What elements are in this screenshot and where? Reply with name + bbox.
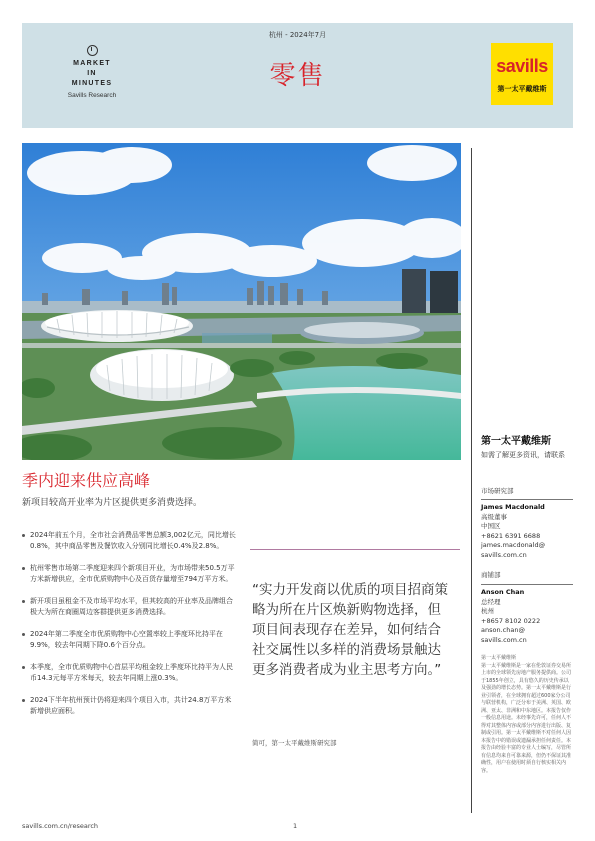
quote-rule bbox=[250, 549, 460, 550]
contact-role: 高级董事 bbox=[481, 512, 507, 521]
section-rule bbox=[481, 499, 573, 500]
arena-oval bbox=[300, 322, 424, 344]
about-savills bbox=[481, 655, 573, 775]
quote-source: 简可，第一太平戴维斯研究部 bbox=[252, 739, 337, 747]
sidebar-subtitle: 如需了解更多资讯，请联系 bbox=[481, 451, 565, 459]
contact-email-domain[interactable]: savills.com.cn bbox=[481, 550, 527, 559]
contact-email-domain[interactable]: savills.com.cn bbox=[481, 635, 527, 644]
stadium-small bbox=[90, 349, 234, 401]
savills-logo bbox=[491, 43, 553, 105]
mim-research-label: Savills Research bbox=[67, 92, 117, 99]
page-number: 1 bbox=[293, 822, 298, 830]
mim-line-1: MARKET bbox=[73, 60, 111, 67]
contact-card-anson bbox=[481, 588, 573, 645]
pull-quote: “实力开发商以优质的项目招商策略为所在片区焕新购物选择，但项目间表现存在差异，如何结合社交属性以多样的消费场景触达更多消费者成为业主思考方向。” bbox=[252, 582, 448, 678]
contact-email[interactable]: james.macdonald@ bbox=[481, 541, 546, 549]
footer-url[interactable]: savills.com.cn/research bbox=[22, 822, 99, 830]
key-point: 新开项目虽租金不及市场平均水平，但其较高的开业率及品牌组合极大为所在商圈周边客群提供更多消费选择。 bbox=[22, 596, 237, 617]
headline: 季内迎来供应高峰 bbox=[22, 471, 151, 490]
contact-role: 总经理 bbox=[481, 597, 501, 606]
sidebar-title: 第一太平戴维斯 bbox=[481, 436, 551, 447]
about-text: 第一太平戴维斯是一家在伦敦证券交易所上市的全球领先房地产服务提供商。公司于1855年创立，具有悠久的历史传承以及强劲的增长态势。第一太平戴维斯是行业引领者，在全球拥有超过600家分公司与联营机构，广泛分布于美洲、英国、欧洲、亚太、非洲和中东地区。本报告仅作一般信息用途。未经事先许可，任何人不得对其整体内容或部分内容进行出版、复制或引用。第一太平戴维斯不对任何人因本报告中的错误或遗漏承担任何责任。本报告由经验丰富的专业人士编写，尽管所有信息均来自可靠来源，但仍不保证其准确性，用户在使用时须自行核实相关内容。 bbox=[481, 662, 572, 774]
header-banner bbox=[22, 23, 573, 128]
contact-card-james bbox=[481, 503, 573, 560]
city-stadium-illustration bbox=[22, 143, 461, 460]
subheadline: 新项目较高开业率为片区提供更多消费选择。 bbox=[22, 498, 203, 508]
mim-line-3: MINUTES bbox=[71, 80, 113, 87]
contact-name: James Macdonald bbox=[481, 503, 545, 511]
key-point: 2024年前五个月，全市社会消费品零售总额3,002亿元，同比增长0.8%，其中商品零售及餐饮收入分别同比增长0.4%及2.8%。 bbox=[22, 530, 237, 551]
mim-line-2: IN bbox=[87, 70, 97, 77]
logo-chinese-name: 第一太平戴维斯 bbox=[497, 85, 547, 93]
key-point: 2024年第二季度全市优质购物中心空置率较上季度环比持平在9.9%，较去年同期下降0.6个百分点。 bbox=[22, 629, 237, 650]
contact-region: 中国区 bbox=[481, 522, 501, 530]
key-points-list bbox=[22, 530, 237, 728]
sidebar-divider bbox=[471, 148, 472, 813]
logo-wordmark: savills bbox=[496, 56, 548, 76]
section-rule bbox=[481, 584, 573, 585]
dateline: 杭州 - 2024年7月 bbox=[268, 31, 327, 39]
key-point: 2024下半年杭州预计仍将迎来四个项目入市，共计24.8万平方米新增供应面积。 bbox=[22, 695, 237, 716]
about-title: 第一太平戴维斯 bbox=[481, 655, 517, 661]
contact-city: 杭州 bbox=[481, 607, 494, 615]
stadium-large bbox=[41, 310, 193, 342]
section-label-retail: 商铺部 bbox=[481, 571, 501, 579]
key-point: 杭州零售市场第二季度迎来四个新项目开业，为市场带来50.5万平方米新增供应，全市优质购物中心及百货存量增至794万平方米。 bbox=[22, 563, 237, 584]
contact-email[interactable]: anson.chan@ bbox=[481, 626, 525, 634]
cover-photo bbox=[22, 143, 461, 460]
page-title: 零售 bbox=[269, 61, 326, 91]
section-label-research: 市场研究部 bbox=[481, 487, 514, 495]
contact-phone[interactable]: +8657 8102 0222 bbox=[481, 616, 541, 625]
contact-name: Anson Chan bbox=[481, 588, 525, 596]
key-point: 本季度，全市优质购物中心首层平均租金较上季度环比持平为人民币14.3元每平方米每天，较去年同期上涨0.3%。 bbox=[22, 662, 237, 683]
contact-phone[interactable]: +8621 6391 6688 bbox=[481, 531, 541, 540]
